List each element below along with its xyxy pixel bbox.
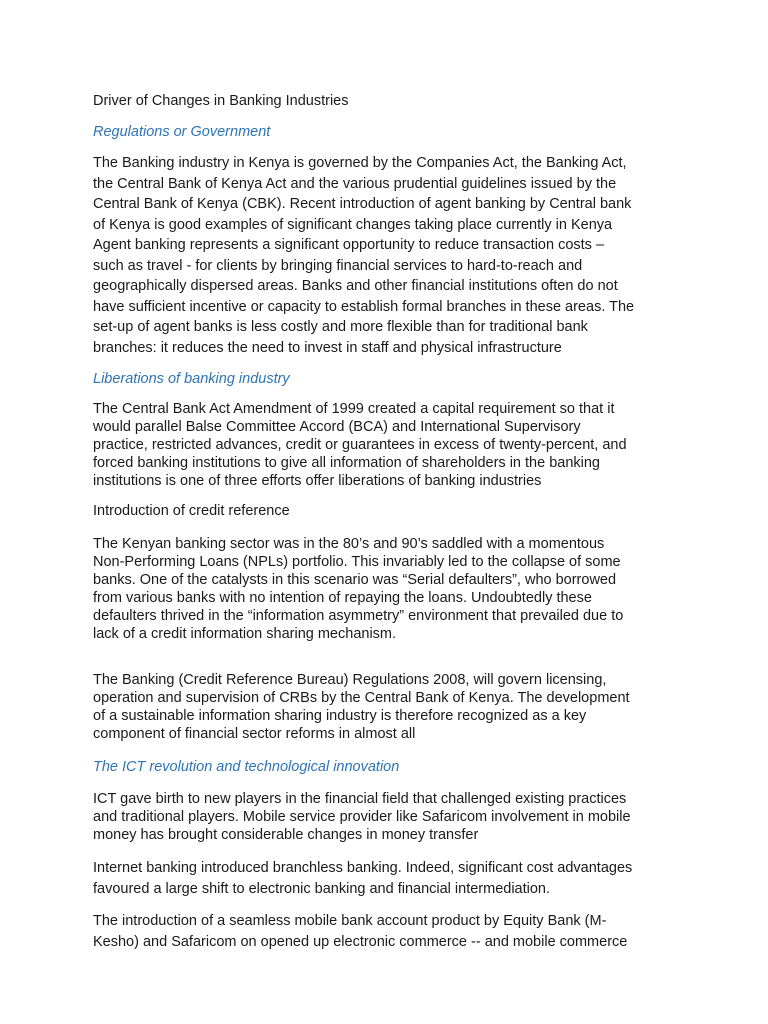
subheading-credit-reference: Introduction of credit reference [93,503,290,519]
paragraph-line: component of financial sector reforms in almost all [93,726,416,742]
paragraph-ict-2 [93,858,683,899]
paragraph-regulations [93,153,683,358]
paragraph-ict-3 [93,911,683,952]
paragraph-line: set-up of agent banks is less costly and more flexible than for traditional bank [93,319,588,335]
paragraph-line: geographically dispersed areas. Banks and other financial institutions often do not [93,278,618,294]
section-heading-regulations: Regulations or Government [93,124,271,140]
paragraph-line: favoured a large shift to electronic banking and financial intermediation. [93,880,551,897]
section-heading-liberations: Liberations of banking industry [93,371,290,387]
paragraph-line: institutions is one of three efforts offer liberations of banking industries [93,473,542,489]
paragraph-line: lack of a credit information sharing mechanism. [93,626,397,642]
paragraph-line: defaulters thrived in the “information asymmetry” environment that prevailed due to [93,608,624,624]
paragraph-line: The Central Bank Act Amendment of 1999 created a capital requirement so that it [93,401,615,417]
paragraph-credit-reference-2 [93,671,683,743]
paragraph-line: operation and supervision of CRBs by the Central Bank of Kenya. The development [93,690,630,706]
paragraph-line: The Banking industry in Kenya is governed by the Companies Act, the Banking Act, [93,155,627,171]
paragraph-line: have sufficient incentive or capacity to establish formal branches in these areas. The [93,298,635,315]
paragraph-line: of a sustainable information sharing industry is therefore recognized as a key [93,708,587,724]
paragraph-line: the Central Bank of Kenya Act and the various prudential guidelines issued by the [93,175,617,192]
document-page [93,92,683,952]
paragraph-line: of Kenya is good examples of significant changes taking place currently in Kenya [93,216,613,233]
paragraph-line: The introduction of a seamless mobile bank account product by Equity Bank (M- [93,913,607,929]
paragraph-line: from various banks with no intention of repaying the loans. Undoubtedly these [93,590,592,606]
paragraph-line: would parallel Balse Committee Accord (BCA) and International Supervisory [93,419,581,435]
paragraph-line: money has brought considerable changes in money transfer [93,827,479,843]
document-title: Driver of Changes in Banking Industries [93,93,349,109]
paragraph-line: banks. One of the catalysts in this scenario was “Serial defaulters”, who borrowed [93,572,617,588]
paragraph-line: Agent banking represents a significant opportunity to reduce transaction costs – [93,237,605,253]
paragraph-line: Kesho) and Safaricom on opened up electronic commerce -- and mobile commerce [93,933,628,950]
paragraph-line: practice, restricted advances, credit or guarantees in excess of twenty-percent, and [93,437,627,453]
paragraph-line: and traditional players. Mobile service provider like Safaricom involvement in mobile [93,809,631,825]
paragraph-line: The Banking (Credit Reference Bureau) Regulations 2008, will govern licensing, [93,672,607,688]
paragraph-line: Internet banking introduced branchless banking. Indeed, significant cost advantages [93,860,633,876]
paragraph-ict-1 [93,790,683,844]
paragraph-line: Non-Performing Loans (NPLs) portfolio. This invariably led to the collapse of some [93,554,621,570]
paragraph-line: ICT gave birth to new players in the financial field that challenged existing practices [93,791,627,807]
paragraph-line: forced banking institutions to give all information of shareholders in the banking [93,455,600,471]
section-heading-ict: The ICT revolution and technological innovation [93,759,400,775]
paragraph-line: The Kenyan banking sector was in the 80’s and 90’s saddled with a momentous [93,536,605,552]
paragraph-line: such as travel - for clients by bringing financial services to hard-to-reach and [93,257,583,274]
paragraph-liberations [93,400,683,490]
paragraph-line: branches: it reduces the need to invest in staff and physical infrastructure [93,339,562,356]
paragraph-credit-reference-1 [93,535,683,643]
paragraph-line: Central Bank of Kenya (CBK). Recent introduction of agent banking by Central bank [93,196,632,212]
